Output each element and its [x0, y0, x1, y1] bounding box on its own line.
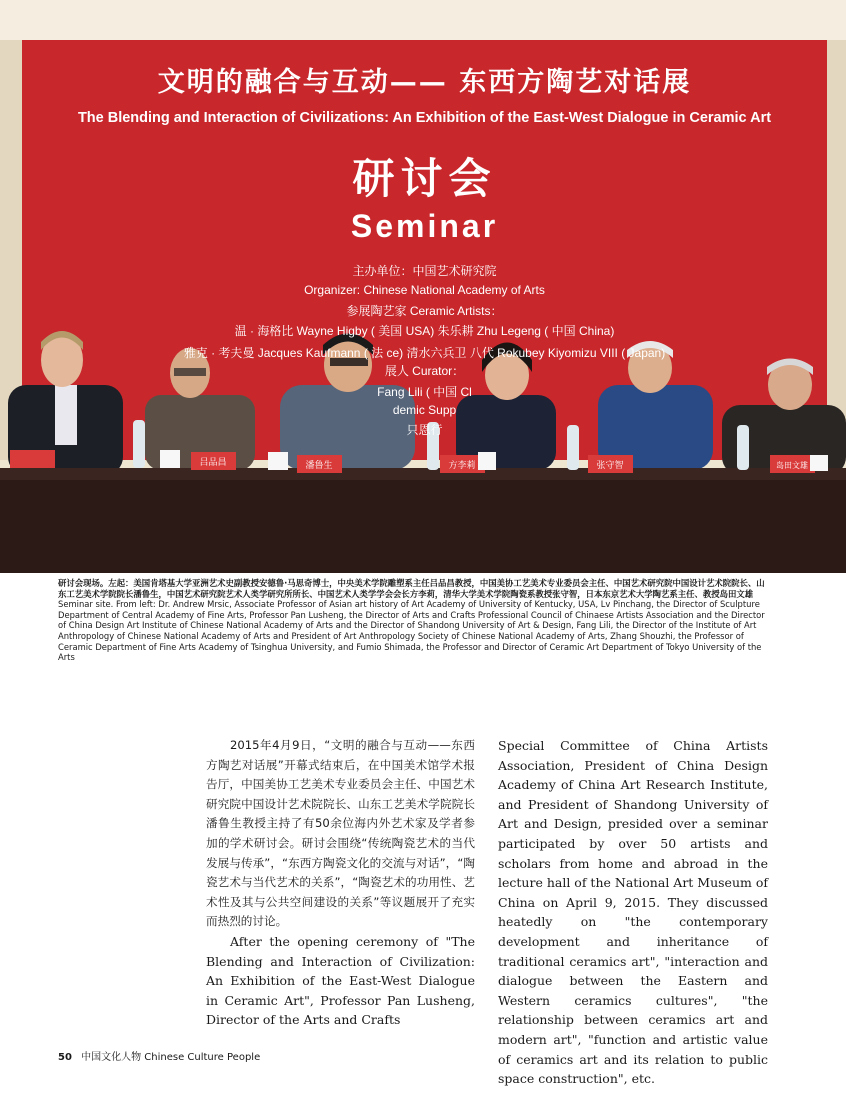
tea-cup	[268, 452, 288, 470]
banner-seminar-en: Seminar	[350, 208, 499, 244]
banner-seminar-cn: 研讨会	[352, 154, 497, 203]
banner-title-en: The Blending and Interaction of Civilizations: An Exhibition of the East-West Dialogue in Ceramic Art	[77, 110, 772, 126]
banner-title-cn: 文明的融合与互动—— 东西方陶艺对话展	[157, 67, 692, 98]
magazine-title: 中国文化人物 Chinese Culture People	[81, 1052, 261, 1063]
name-card-label: 方李莉	[448, 461, 476, 471]
banner-line: 主办单位：中国艺术研究院	[352, 264, 497, 278]
article-column-left	[206, 736, 475, 1030]
article-paragraph-en-start: After the opening ceremony of "The Blending and Interaction of Civilization: An Exhibition of the East-West Dialogue in Ceramic Art", Professor Pan Lusheng, Director of the Arts and Crafts	[206, 933, 475, 1028]
photo-caption	[58, 578, 770, 663]
name-card	[10, 450, 55, 468]
banner-line: Organizer: Chinese National Academy of Arts	[304, 283, 545, 297]
tea-cup	[160, 450, 180, 468]
banner-line: 温 · 海格比 Wayne Higby ( 美国 USA) 朱乐耕 Zhu Legeng ( 中国 China)	[234, 324, 615, 338]
name-card-label: 岛田文雄	[776, 461, 808, 470]
banner-line: 只恩行	[406, 423, 443, 437]
banner-line: 展人 Curator：	[384, 364, 465, 378]
caption-cn: 研讨会现场。左起：美国肯塔基大学亚洲艺术史副教授安德鲁·马思奇博士，中央美术学院雕塑系主任吕品昌教授，中国美协工艺美术专业委员会主任、中国艺术研究院中国设计艺术院院长、山东工艺美术学院院长潘鲁生，中国艺术研究院艺术人类学研究所所长、中国艺术人类学学会会长方李莉，清华大学美术学院陶瓷系教授张守智，日本东京艺术大学陶艺系主任、教授岛田文雄	[58, 578, 765, 599]
tea-cup	[810, 455, 828, 471]
banner-line: Fang Lili ( 中国 Cl	[377, 385, 472, 399]
caption-en: Seminar site. From left: Dr. Andrew Mrsic, Associate Professor of Asian art history of Art Academy of University of Kentucky, USA, Lv Pinchang, the Director of Sculpture Department of Central Academy of Fine Arts, Professor Pan Lusheng, the Director of Arts and Crafts Professional Council of Chinaese Artists Association and the Director of China Design Art Institute of Chinese National Academy of Arts and the Director of Shandong University of Art & Design, Fang Lili, the Director of the Institute of Art Anthropology of Chinese National Academy of Arts and President of Art Anthropology Society of Chinese National Academy of Arts, Zhang Shouzhi, the Professor of Ceramic Department of Fine Arts Academy of Tsinghua University, and Fumio Shimada, the Professor and Director of Ceramic Art Department of Tokyo University of the Arts	[58, 599, 765, 663]
article-column-right	[498, 736, 768, 1089]
table-edge	[0, 468, 846, 480]
banner-line: 参展陶艺家 Ceramic Artists：	[346, 304, 503, 318]
article-paragraph-cn: 2015年4月9日，“文明的融合与互动——东西方陶艺对话展”开幕式结束后，在中国美术馆学术报告厅，中国美协工艺美术专业委员会主任、中国艺术研究院中国设计艺术院院长、山东工艺美术学院院长潘鲁生教授主持了有50余位海内外艺术家及学者参加的学术研讨会。研讨会围绕“传统陶瓷艺术的当代发展与传承”，“东西方陶瓷文化的交流与对话”，“陶瓷艺术与当代艺术的关系”，“陶瓷艺术的功用性、艺术性及其与公共空间建设的关系”等议题展开了充实而热烈的讨论。	[206, 738, 475, 929]
name-card-label: 吕品昌	[199, 458, 227, 468]
article-paragraph-en-cont: Special Committee of China Artists Association, President of China Design Academy of China Art Research Institute, and President of Shandong University of Art and Design, presided over a seminar participated by over 50 artists and scholars from home and abroad in the lecture hall of the National Art Museum of China on April 9, 2015. They discussed heatedly on "the contemporary development and inheritance of traditional ceramics art", "interaction and dialogue between the Eastern and Western ceramics cultures", "the relationship between ceramics art and modern art", "function and artistic value of ceramics art and its relation to public space construction", etc.	[498, 738, 768, 1087]
ceiling	[0, 0, 846, 40]
tea-cup	[478, 452, 496, 470]
table	[0, 468, 846, 573]
banner-line: demic Supp	[392, 403, 457, 417]
page-footer	[58, 1048, 260, 1063]
banner-line: 雅克 · 考夫曼 Jacques Kaufmann ( 法 ce) 清水六兵卫 八代 Rokubey Kiyomizu VIII ( Japan)	[183, 346, 666, 360]
name-card-label: 张守智	[596, 461, 624, 471]
name-card-label: 潘鲁生	[305, 461, 333, 471]
right-curtain	[826, 40, 846, 460]
page-number: 50	[58, 1052, 72, 1063]
